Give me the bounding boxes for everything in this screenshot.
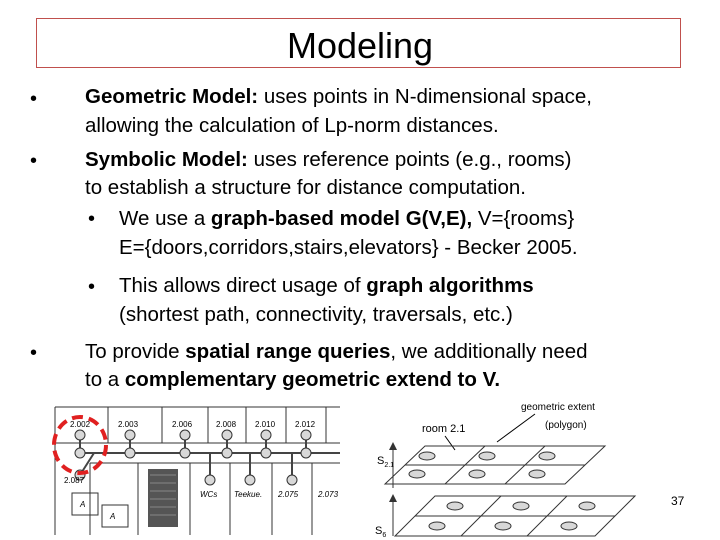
bold-text: Symbolic Model: [85, 148, 248, 171]
hatched-block [148, 469, 178, 527]
extent-label: geometric extent [521, 402, 595, 413]
text: This allows direct usage of [119, 274, 367, 297]
room-label: 2.073 [318, 490, 339, 499]
bold-text: complementary geometric extend to V. [124, 368, 501, 391]
text: We use a [119, 207, 211, 230]
bold-text: graph algorithms [366, 274, 534, 297]
bold-text: graph-based model G(V,E), [210, 207, 473, 230]
geometric-extent-figure [365, 398, 665, 538]
floor-plan-figure [50, 405, 370, 540]
room-label: 2.010 [255, 420, 276, 429]
subbullet-graph-algorithms-line1 [119, 272, 534, 300]
page-number: 37 [671, 494, 685, 508]
room-label: room 2.1 [422, 423, 466, 435]
text: uses points in N-dimensional space, [258, 85, 593, 108]
bullet-symbolic-line1 [85, 146, 571, 174]
text: , we additionally need [390, 340, 588, 363]
subbullet-graph-algorithms-line2: (shortest path, connectivity, traversals, etc.) [119, 303, 513, 326]
slide-title: Modeling [286, 25, 434, 66]
bullet-geometric-line1 [85, 83, 592, 111]
level-label: $S_{2.1}$ [377, 455, 395, 469]
room-label: 2.087 [64, 476, 85, 485]
subbullet-graph-model-line2: E={doors,corridors,stairs,elevators} - Becker 2005. [119, 236, 578, 259]
subbullet-dot: • [88, 276, 96, 298]
bullet-geometric-line2: allowing the calculation of Lp-norm distances. [85, 114, 499, 137]
bullet-dot: • [30, 88, 38, 110]
stair-label: A [110, 512, 116, 521]
room-label: 2.075 [278, 490, 299, 499]
bullet-dot: • [30, 150, 38, 172]
room-label: 2.006 [172, 420, 193, 429]
bullet-range-queries-line1 [85, 338, 588, 366]
subbullet-dot: • [88, 208, 96, 230]
extent-label: (polygon) [545, 420, 587, 431]
text: To provide [85, 340, 186, 363]
bold-text: Geometric Model: [85, 85, 259, 108]
room-label: WCs [200, 490, 218, 499]
subbullet-graph-model-line1 [119, 205, 574, 233]
room-label: Teekue. [234, 490, 263, 499]
text: to a [85, 368, 125, 391]
level-label: $S_6$ [375, 525, 387, 538]
bullet-range-queries-line2 [85, 366, 500, 394]
room-label: 2.008 [216, 420, 237, 429]
bold-text: spatial range queries [185, 340, 391, 363]
room-label: 2.002 [70, 420, 91, 429]
text: uses reference points (e.g., rooms) [247, 148, 572, 171]
bullet-dot: • [30, 342, 38, 364]
bullet-symbolic-line2: to establish a structure for distance computation. [85, 176, 526, 199]
room-label: 2.012 [295, 420, 316, 429]
lower-layer [395, 496, 635, 536]
text: V={rooms} [472, 207, 575, 230]
room-label: 2.003 [118, 420, 139, 429]
stair-label: A [80, 500, 86, 509]
